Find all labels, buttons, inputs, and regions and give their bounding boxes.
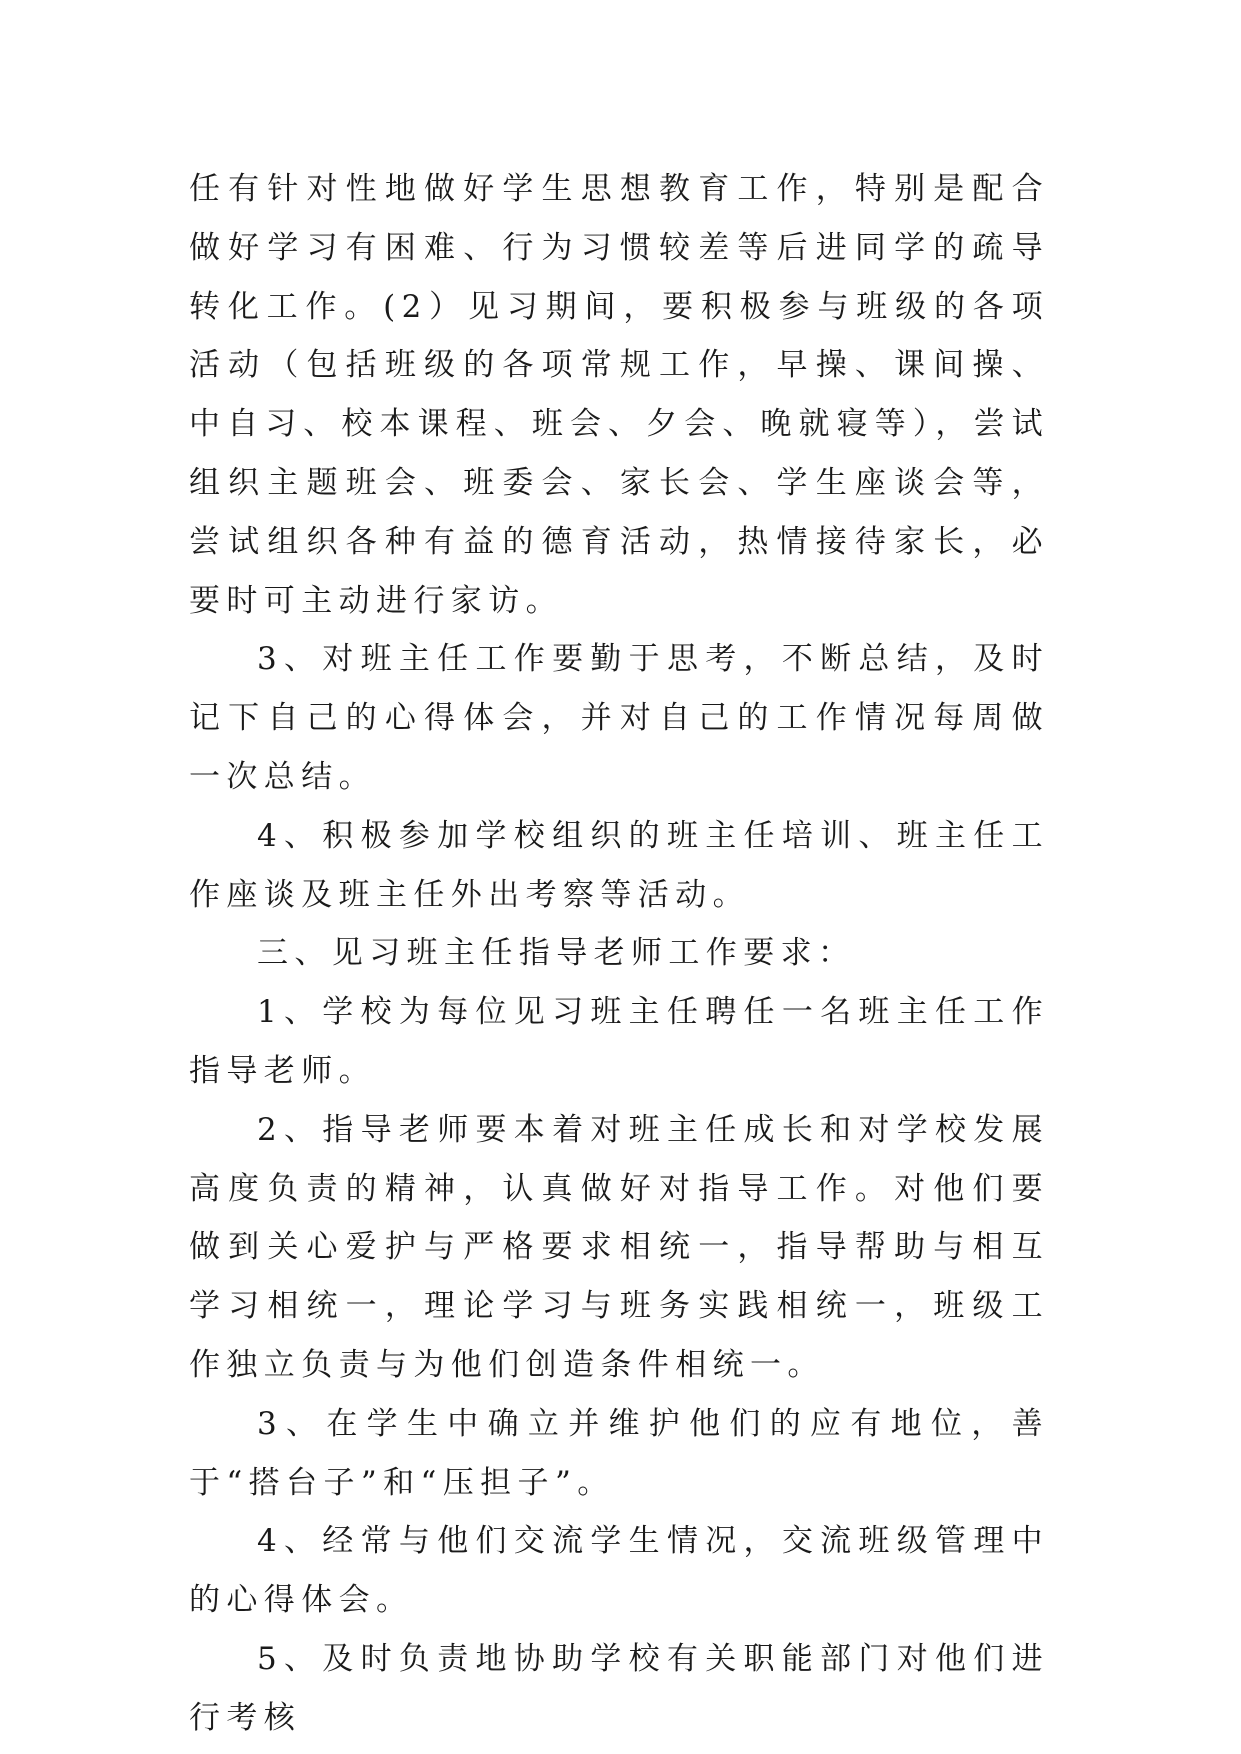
- paragraph-guide-4: 4、经常与他们交流学生情况，交流班级管理中的心得体会。: [189, 1523, 1049, 1619]
- paragraph-continuation: 任有针对性地做好学生思想教育工作，特别是配合做好学习有困难、行为习惯较差等后进同学的疏导转化工作。(2）见习期间，要积极参与班级的各项活动（包括班级的各项常规工作，早操、课间操、中自习、校本课程、班会、夕会、晚就寝等），尝试组织主题班会、班委会、家长会、学生座谈会等，尝试组织各种有益的德育活动，热情接待家长，必要时可主动进行家访。: [189, 171, 1049, 619]
- document-body: [189, 160, 1049, 1748]
- paragraph-guide-5: 5、及时负责地协助学校有关职能部门对他们进行考核: [189, 1640, 1049, 1736]
- paragraph-guide-3: 3、在学生中确立并维护他们的应有地位，善于“搭台子”和“压担子”。: [189, 1405, 1049, 1501]
- paragraph-item-3: 3、对班主任工作要勤于思考，不断总结，及时记下自己的心得体会，并对自己的工作情况每周做一次总结。: [189, 641, 1049, 795]
- paragraph-item-4: 4、积极参加学校组织的班主任培训、班主任工作座谈及班主任外出考察等活动。: [189, 817, 1049, 913]
- paragraph-guide-1: 1、学校为每位见习班主任聘任一名班主任工作指导老师。: [189, 994, 1049, 1089]
- paragraph-guide-2: 2、指导老师要本着对班主任成长和对学校发展高度负责的精神，认真做好对指导工作。对他们要做到关心爱护与严格要求相统一，指导帮助与相互学习相统一，理论学习与班务实践相统一，班级工作独立负责与为他们创造条件相统一。: [189, 1111, 1049, 1383]
- section-heading-three: 三、见习班主任指导老师工作要求：: [257, 935, 856, 972]
